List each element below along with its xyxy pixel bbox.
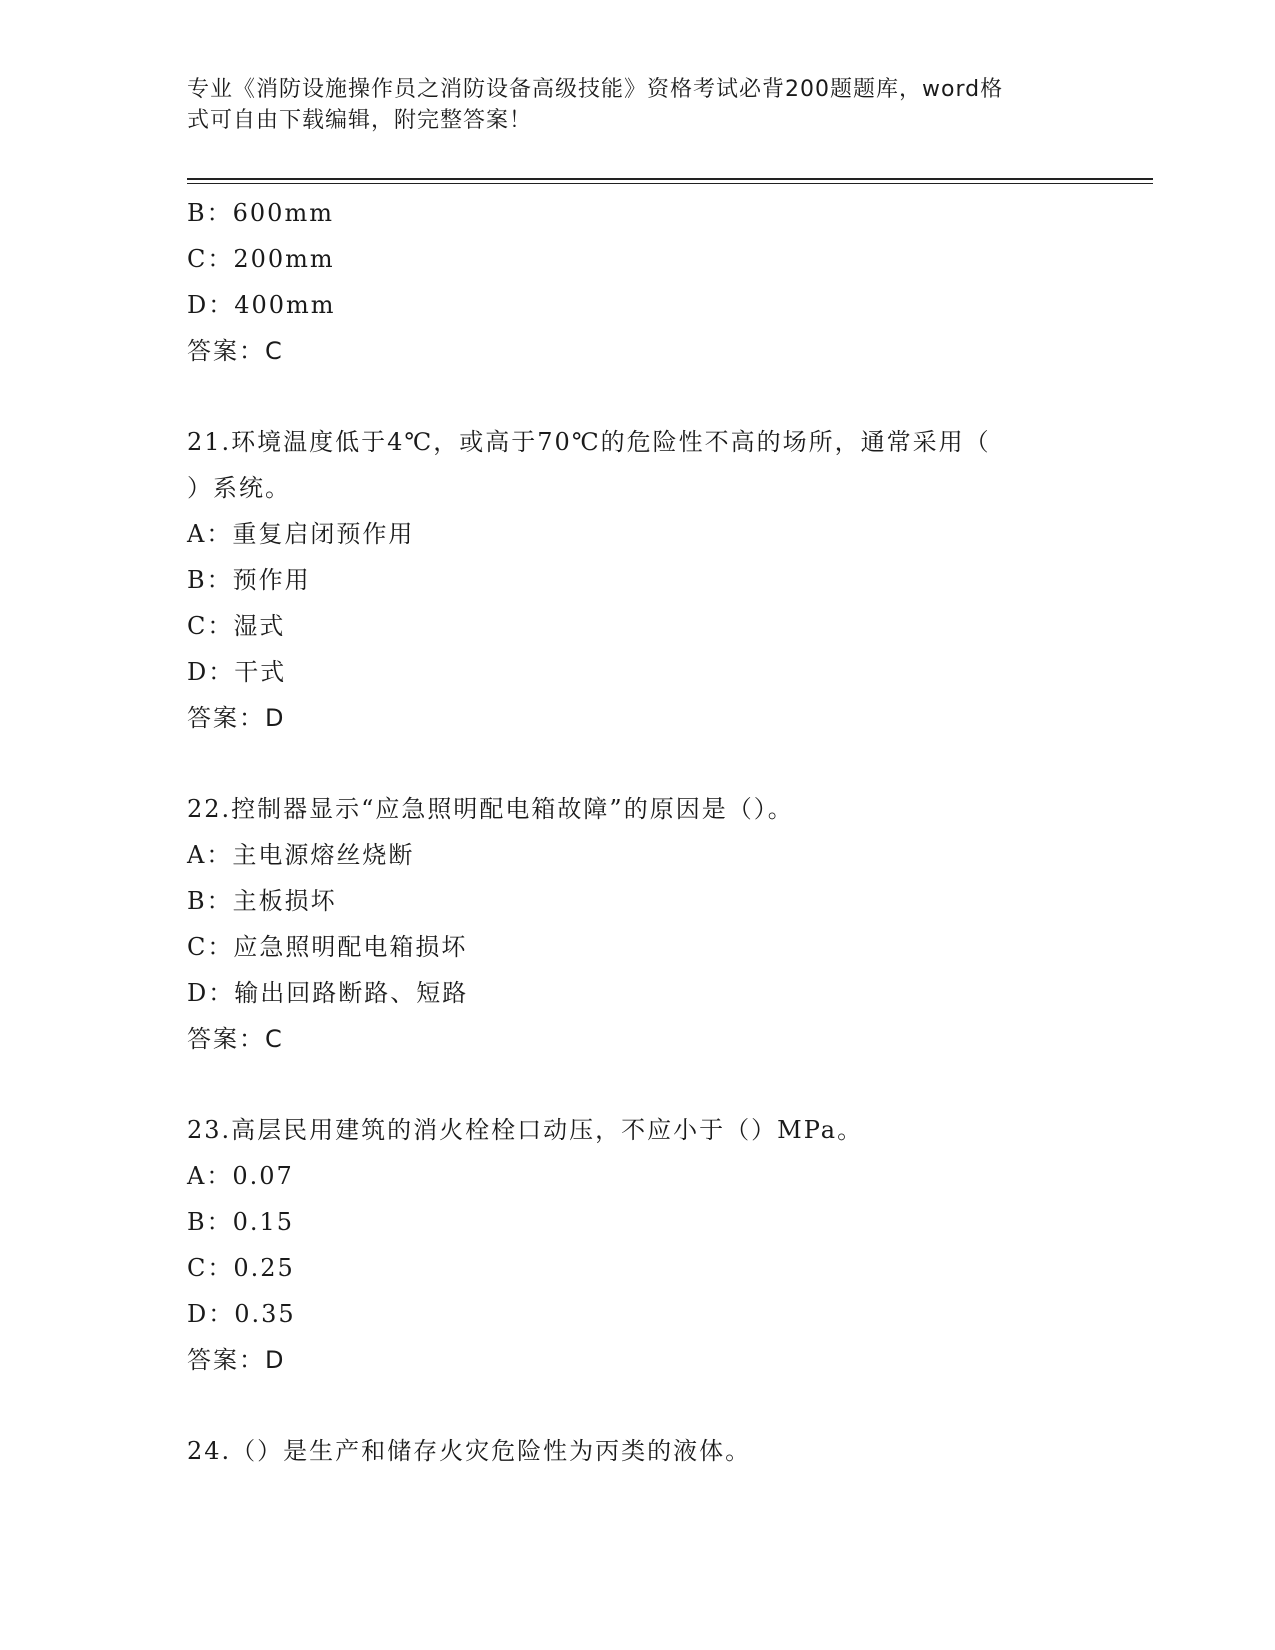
question-24 xyxy=(187,1428,1087,1474)
question-text-line-2: ）系统。 xyxy=(187,474,291,502)
option-a: A：主电源熔丝烧断 xyxy=(187,841,415,869)
spacer xyxy=(187,1062,1087,1107)
option-d: D：400mm xyxy=(187,291,336,319)
answer-label: 答案：D xyxy=(187,1346,286,1374)
question-20-tail xyxy=(187,190,1087,374)
question-text: 24.（）是生产和储存火灾危险性为丙类的液体。 xyxy=(187,1437,752,1465)
answer-label: 答案：D xyxy=(187,704,286,732)
question-text: 22.控制器显示“应急照明配电箱故障”的原因是（）。 xyxy=(187,795,794,823)
question-22 xyxy=(187,786,1087,1062)
question-text-line-1: 21.环境温度低于4℃，或高于70℃的危险性不高的场所，通常采用（ xyxy=(187,428,991,456)
option-c: C：0.25 xyxy=(187,1254,295,1282)
option-b: B：0.15 xyxy=(187,1208,295,1236)
answer-label: 答案：C xyxy=(187,337,284,365)
spacer xyxy=(187,741,1087,786)
question-23 xyxy=(187,1107,1087,1383)
spacer xyxy=(187,374,1087,419)
answer-label: 答案：C xyxy=(187,1025,284,1053)
option-d: D：输出回路断路、短路 xyxy=(187,979,469,1007)
option-a: A：重复启闭预作用 xyxy=(187,520,415,548)
document-header xyxy=(187,74,1067,136)
question-list xyxy=(187,190,1087,1474)
option-b: B：600mm xyxy=(187,199,334,227)
option-a: A：0.07 xyxy=(187,1162,294,1190)
option-c: C：200mm xyxy=(187,245,335,273)
header-divider-thick xyxy=(187,178,1153,180)
option-b: B：预作用 xyxy=(187,566,311,594)
question-21 xyxy=(187,419,1087,741)
option-c: C：应急照明配电箱损坏 xyxy=(187,933,468,961)
spacer xyxy=(187,1383,1087,1428)
option-b: B：主板损坏 xyxy=(187,887,337,915)
header-divider-thin xyxy=(187,183,1153,184)
option-d: D：干式 xyxy=(187,658,287,686)
option-c: C：湿式 xyxy=(187,612,286,640)
question-text: 23.高层民用建筑的消火栓栓口动压，不应小于（）MPa。 xyxy=(187,1116,864,1144)
option-d: D：0.35 xyxy=(187,1300,296,1328)
header-line-1: 专业《消防设施操作员之消防设备高级技能》资格考试必背200题题库，word格 xyxy=(187,77,1004,102)
header-line-2: 式可自由下载编辑，附完整答案！ xyxy=(187,108,533,133)
